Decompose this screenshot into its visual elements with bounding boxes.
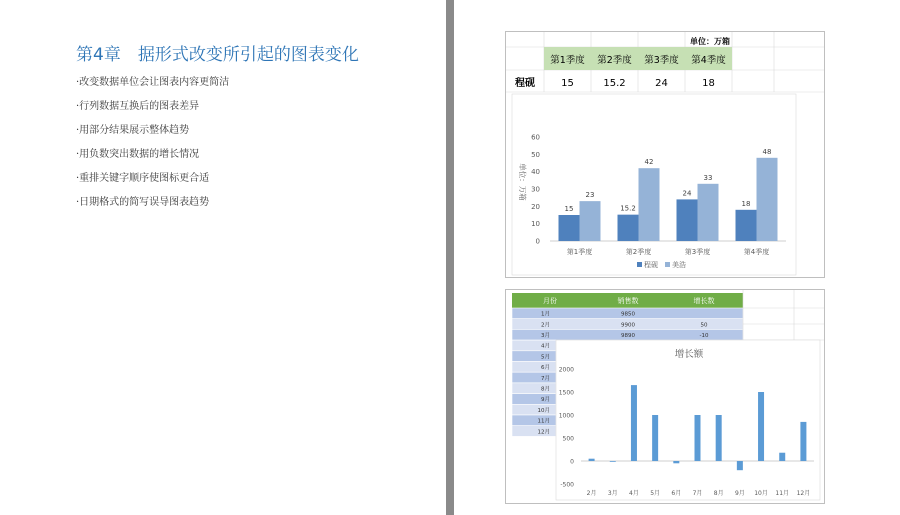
bar	[800, 422, 806, 461]
x-tick-label: 3月	[607, 490, 618, 497]
chart-area	[556, 340, 820, 500]
bar	[559, 215, 580, 241]
chart2-title: 增长额	[674, 349, 704, 360]
x-tick-label: 第3季度	[684, 248, 711, 256]
data-label: 23	[585, 191, 595, 200]
row-value: 15	[561, 78, 574, 89]
quarter-header: 第3季度	[644, 55, 679, 66]
growth-cell: 50	[700, 322, 708, 329]
month-cell: 1月	[541, 311, 550, 318]
row-value: 18	[702, 78, 715, 89]
data-label: 48	[762, 147, 772, 156]
month-cell: 10月	[537, 407, 550, 414]
y-tick-label: -500	[560, 481, 574, 489]
chapter-topic-item: ·行列数据互换后的图表差异	[76, 101, 200, 112]
y-tick-label: 1000	[558, 412, 574, 420]
y-tick-label: 10	[531, 220, 540, 229]
y-tick-label: 40	[531, 168, 540, 177]
month-cell: 4月	[541, 343, 550, 350]
x-tick-label: 7月	[692, 490, 703, 497]
x-tick-label: 12月	[796, 490, 811, 497]
bar	[779, 453, 785, 461]
chapter-topic-item: ·用负数突出数据的增长情况	[76, 149, 200, 160]
chapter-topic-item: ·改变数据单位会让图表内容更简洁	[76, 77, 230, 88]
x-tick-label: 10月	[754, 490, 768, 497]
y-tick-label: 30	[531, 185, 540, 194]
table-header: 增长数	[693, 297, 715, 305]
unit-label: 单位：万箱	[690, 37, 730, 46]
bar	[695, 415, 701, 461]
sales-cell: 9900	[621, 322, 635, 329]
month-cell: 2月	[541, 322, 550, 329]
sales-cell: 9890	[621, 333, 635, 339]
data-label: 15.2	[620, 204, 636, 213]
chapter-topic-list	[76, 74, 229, 218]
spreadsheet-screenshot-quarterly	[505, 31, 825, 278]
month-cell: 6月	[541, 365, 550, 372]
data-label: 42	[644, 158, 654, 167]
x-tick-label: 第4季度	[743, 248, 770, 256]
x-tick-label: 8月	[713, 490, 724, 497]
bar	[673, 461, 679, 463]
row-value: 24	[655, 78, 668, 89]
sales-cell: 9850	[621, 311, 635, 318]
bar	[652, 415, 658, 461]
legend-entry: 美浩	[672, 261, 686, 269]
y-tick-label: 1500	[558, 389, 574, 397]
legend-entry: 程砚	[644, 261, 658, 269]
chapter-topic-item: ·用部分结果展示整体趋势	[76, 125, 190, 136]
bar	[716, 415, 722, 461]
bar	[698, 184, 719, 241]
y-tick-label: 500	[562, 435, 574, 443]
y-tick-label: 0	[570, 458, 574, 466]
x-tick-label: 4月	[629, 490, 639, 497]
bar	[589, 459, 595, 461]
chart1-y-axis-label: 单位：万箱	[518, 163, 527, 201]
data-label: 33	[703, 173, 713, 182]
spreadsheet-screenshot-monthly	[505, 289, 825, 504]
x-tick-label: 5月	[650, 490, 661, 497]
bar	[737, 461, 743, 470]
growth-cell: -10	[699, 333, 709, 339]
row-value: 15.2	[603, 78, 626, 89]
chapter-title: 第4章 据形式改变所引起的图表变化	[76, 45, 359, 65]
data-label: 15	[564, 205, 574, 213]
page-gutter	[446, 0, 454, 515]
data-label: 24	[682, 189, 692, 198]
bar	[631, 385, 637, 461]
x-tick-label: 9月	[734, 490, 745, 497]
y-tick-label: 2000	[558, 366, 574, 374]
y-tick-label: 50	[531, 150, 540, 159]
bar	[736, 210, 757, 241]
month-cell: 5月	[541, 354, 550, 361]
bar	[610, 461, 616, 462]
month-cell: 3月	[541, 333, 550, 339]
x-tick-label: 第1季度	[566, 248, 593, 256]
month-cell: 7月	[541, 375, 550, 382]
x-tick-label: 11月	[775, 490, 790, 497]
bar	[639, 168, 660, 241]
bar	[758, 392, 764, 461]
x-tick-label: 第2季度	[625, 248, 652, 256]
table-header: 月份	[543, 297, 557, 305]
data-label: 18	[741, 199, 751, 208]
y-tick-label: 0	[535, 237, 540, 246]
y-tick-label: 60	[531, 133, 540, 142]
chapter-topic-item: ·日期格式的简写误导图表趋势	[76, 197, 210, 208]
x-tick-label: 2月	[586, 490, 597, 497]
quarter-header: 第2季度	[597, 55, 632, 66]
legend-swatch	[665, 262, 670, 267]
month-cell: 8月	[541, 386, 550, 393]
quarter-header: 第1季度	[550, 55, 585, 66]
sheet-gridlines	[743, 290, 824, 340]
table-header: 销售数	[617, 297, 639, 305]
chapter-topic-item: ·重排关键字顺序使图标更合适	[76, 173, 210, 184]
left-page	[0, 0, 446, 515]
month-cell: 9月	[541, 397, 550, 404]
quarter-header: 第4季度	[691, 55, 726, 66]
y-tick-label: 20	[531, 202, 540, 211]
bar	[677, 199, 698, 241]
row-label: 程砚	[515, 78, 535, 89]
bar	[618, 215, 639, 241]
month-cell: 11月	[537, 418, 550, 425]
legend-swatch	[637, 262, 642, 267]
bar	[757, 158, 778, 241]
x-tick-label: 6月	[671, 490, 682, 497]
bar	[580, 201, 601, 241]
month-cell: 12月	[537, 429, 550, 436]
